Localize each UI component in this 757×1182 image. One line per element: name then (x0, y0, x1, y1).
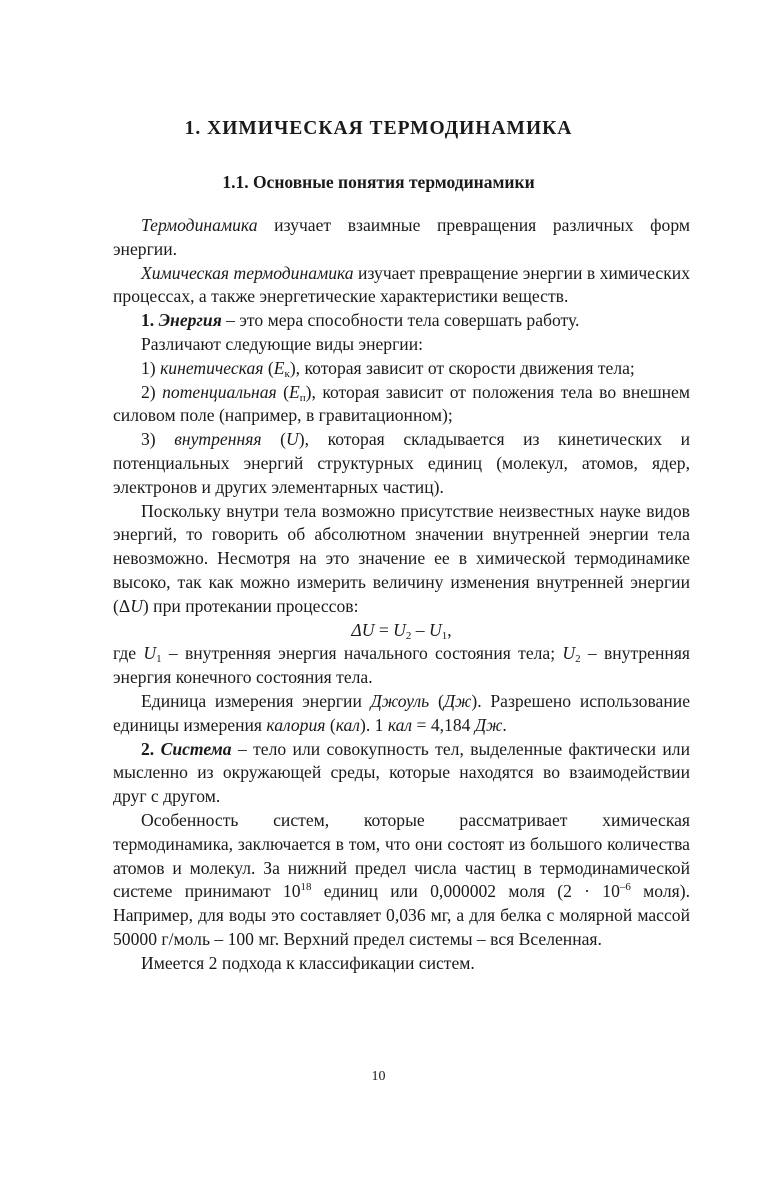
term-energy: Энергия (158, 310, 222, 331)
term-chemical-thermodynamics: Химическая термодинамика (141, 262, 354, 283)
paragraph-thermodynamics: Термодинамика изучает взаимные превращения различных форм энергии. (113, 215, 690, 259)
term-system: Система (160, 738, 232, 759)
paragraph-energy-kinds: Различают следующие виды энергии: (141, 333, 424, 354)
formula-delta-u: $\Delta U = U_2 - U_1$, (351, 619, 452, 642)
paragraph-formula-legend: где $U_1$ – внутренняя энергия начального состояния тела; $U_2$ – внутренняя энергия конечного состояния тела. (113, 643, 691, 688)
term-thermodynamics: Термодинамика (141, 215, 258, 235)
page-number: 10 (371, 1069, 386, 1084)
paragraph-internal-energy: Поскольку внутри тела возможно присутствие неизвестных науке видов энергий, то говорить об абсолютном значении внутренней энергии тела невозможно. Несмотря на это значение ее в химической термодинамике высоко, так как можно измерить величину изменения внутренней энергии (ΔU) при протекании процессов: (113, 500, 690, 616)
chapter-title: 1. ХИМИЧЕСКАЯ ТЕРМОДИНАМИКА (184, 118, 573, 139)
paragraph-energy: 1. Энергия – это мера способности тела совершать работу. (141, 310, 580, 331)
paragraph-energy-units: Единица измерения энергии Джоуль (Дж). Разрешено использование единицы измерения калория (кал). 1 кал = 4,184 Дж. (113, 690, 691, 735)
list-item-kinetic: 1) кинетическая $(E_к)$, которая зависит от скорости движения тела; (141, 357, 635, 380)
list-item-potential: 2) потенциальная $(E_п)$, которая зависит от положения тела во внешнем силовом поле (например, в гравитационном); (113, 381, 690, 426)
list-item-internal: 3) внутренняя (U), которая складывается из кинетических и потенциальных энергий структурных единиц (молекул, атомов, ядер, электронов и других элементарных частиц). (113, 429, 691, 497)
body-text (113, 214, 690, 976)
paragraph-system-features: Особенность систем, которые рассматривает химическая термодинамика, заключается в том, что они состоят из большого количества атомов и молекул. За нижний предел числа частиц в термодинамической системе принимают $10^{18}$ единиц или 0,000002 моля ($2 \cdot 10^{-6}$ моля). Например, для воды это составляет 0,036 мг, а для белка с молярной массой 50000 г/моль – 100 мг. Верхний предел системы – вся Вселенная. (113, 809, 690, 949)
paragraph-chemical-thermodynamics: Химическая термодинамика изучает превращение энергии в химических процессах, а также энергетические характеристики веществ. (113, 262, 690, 307)
paragraph-classification: Имеется 2 подхода к классификации систем. (141, 952, 475, 973)
section-title: 1.1. Основные понятия термодинамики (222, 172, 535, 192)
paragraph-system: 2. Система – тело или совокупность тел, выделенные фактически или мысленно из окружающей среды, которые находятся во взаимодействии друг с другом. (113, 738, 690, 807)
